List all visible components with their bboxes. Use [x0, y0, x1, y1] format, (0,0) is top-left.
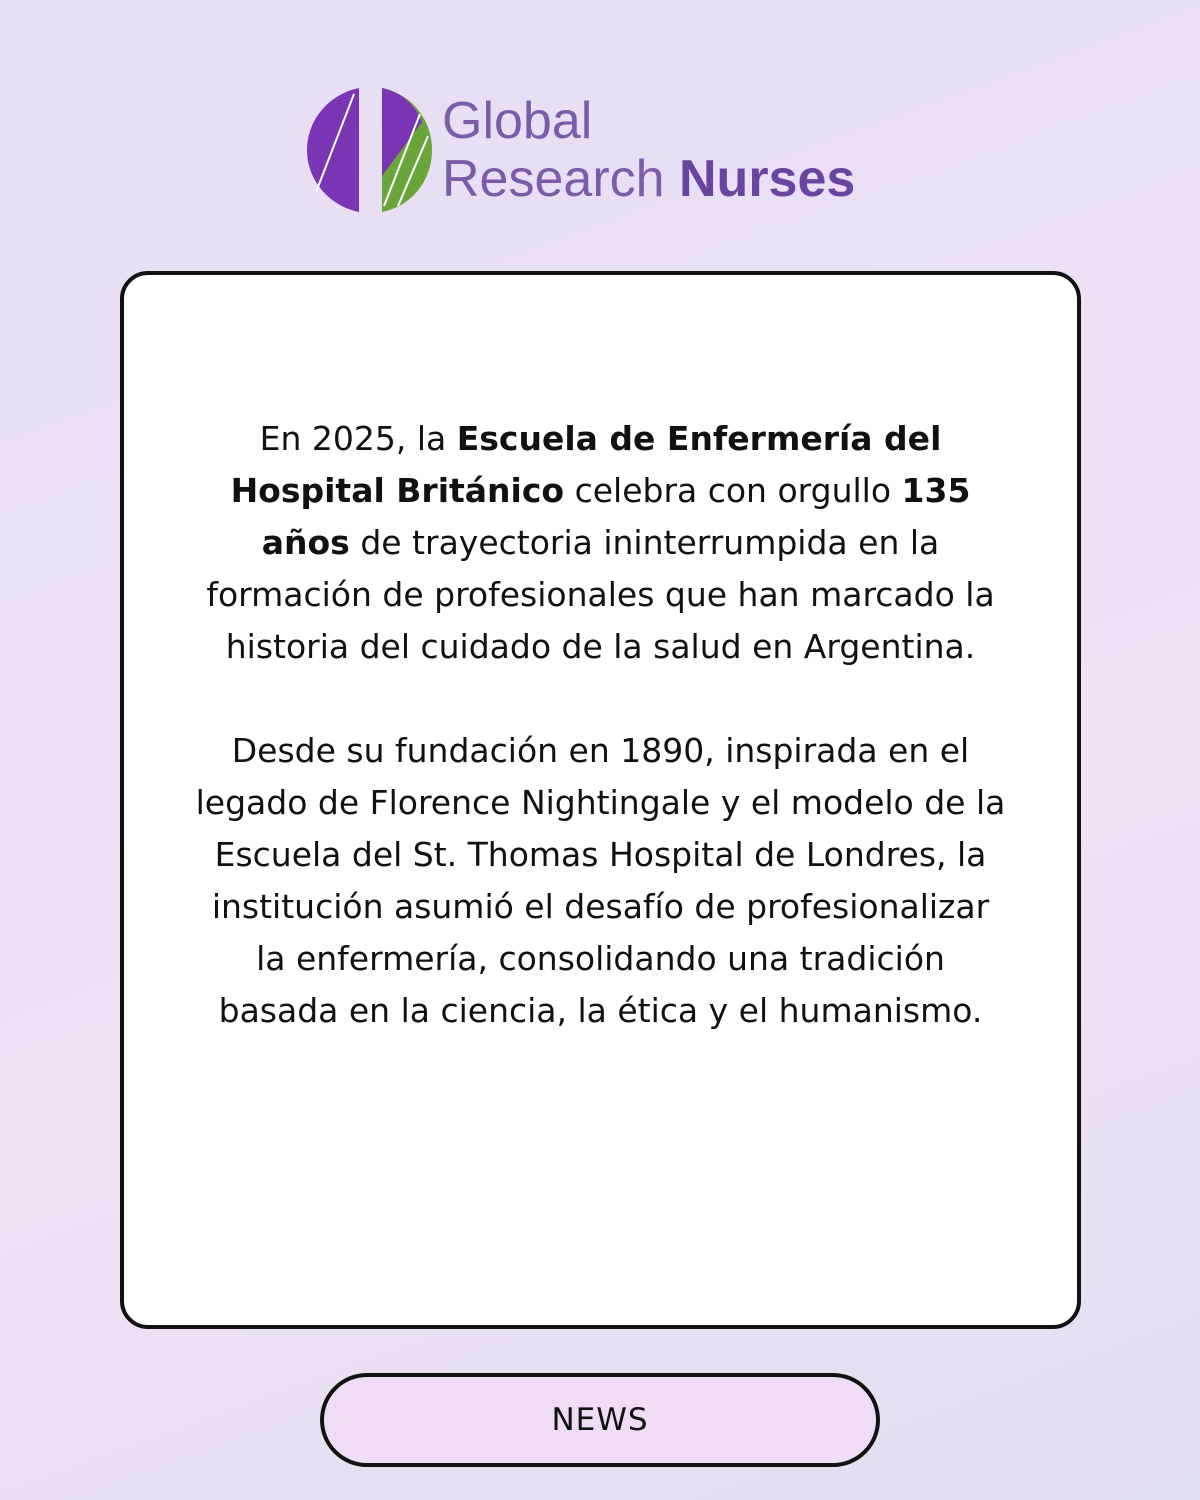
article-card: [120, 271, 1081, 1329]
brand-nurses: Nurses: [679, 150, 856, 208]
brand-line-2: [442, 150, 855, 208]
article-text: [194, 413, 1007, 1037]
brand-wordmark: [442, 92, 855, 208]
brand-line-1: Global: [442, 92, 593, 150]
p1-text-1: En 2025, la: [259, 419, 457, 458]
article-paragraph-1: [194, 413, 1007, 673]
brand-logo: [304, 84, 904, 216]
logo-mark-icon: [304, 84, 434, 216]
p1-bold-years: 135 años: [261, 471, 971, 562]
article-paragraph-2: Desde su fundación en 1890, inspirada en el legado de Florence Nightingale y el modelo de la Escuela del St. Thomas Hospital de Londres, la institución asumió el desafío de profesionalizar la enfermería, consolidando una tradición basada en la ciencia, la ética y el humanismo.: [195, 731, 1006, 1030]
p1-bold-school: Escuela de Enfermería del Hospital Británico: [230, 419, 942, 510]
p1-text-2: celebra con orgullo: [564, 471, 902, 510]
p1-text-3: de trayectoria ininterrumpida en la formación de profesionales que han marcado la historia del cuidado de la salud en Argentina.: [206, 523, 995, 666]
news-button[interactable]: NEWS: [320, 1373, 880, 1467]
brand-research: Research: [442, 150, 679, 208]
